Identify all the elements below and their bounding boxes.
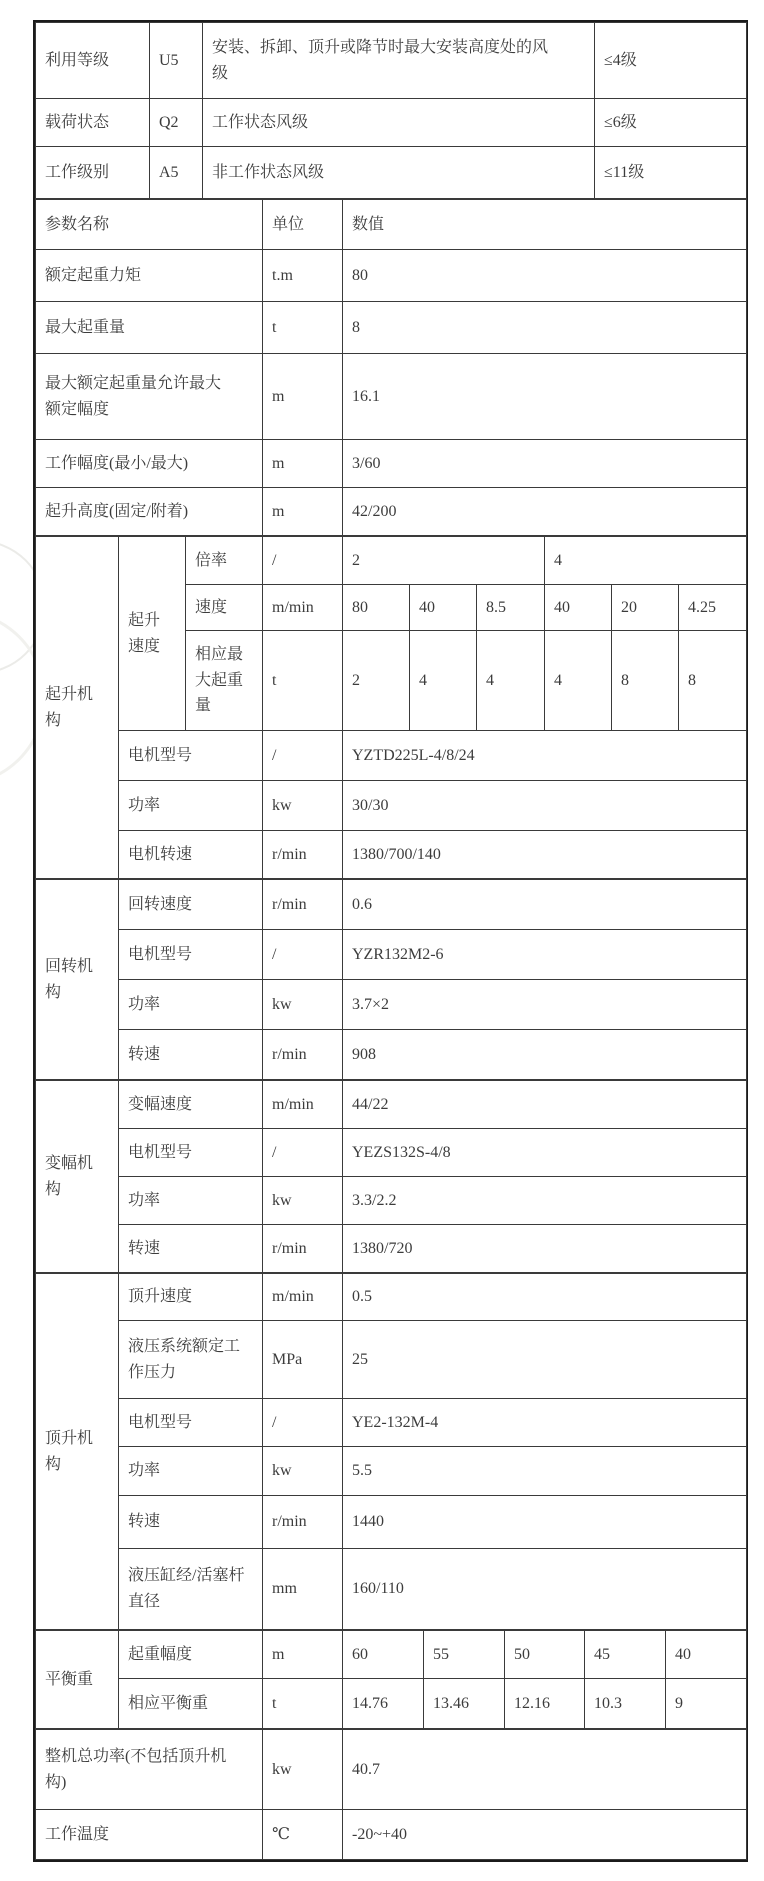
counterweight-radius-value-cell: 45 [585,1631,666,1679]
param-name-cell: 最大起重量 [36,302,263,354]
luffing-value-cell: 3.3/2.2 [343,1177,747,1225]
jacking-unit-cell: m/min [263,1274,343,1321]
hoist-row [36,831,747,879]
slewing-row [36,880,747,930]
jacking-unit-cell: MPa [263,1321,343,1399]
jacking-value-cell: 160/110 [343,1549,747,1630]
grade-limit-cell: ≤6级 [595,99,747,147]
grade-code-cell: Q2 [150,99,203,147]
params-table [35,199,747,536]
grade-code-cell: U5 [150,23,203,99]
totals-table [35,1729,747,1860]
hoist-speed-unit-cell: m/min [263,585,343,631]
luffing-row [36,1177,747,1225]
counterweight-radius-value-cell: 50 [505,1631,585,1679]
hoist-maxload-value-cell: 4 [477,631,545,731]
slewing-unit-cell: / [263,930,343,980]
slewing-unit-cell: r/min [263,1030,343,1080]
slewing-value-cell: 3.7×2 [343,980,747,1030]
hoist-row [36,731,747,781]
luffing-table [35,1080,747,1273]
hoist-speed-name-cell: 速度 [186,585,263,631]
hoist-table [35,536,747,879]
param-unit-cell: m [263,354,343,440]
hoist-maxload-value-cell: 4 [545,631,612,731]
hoist-ratio-row [36,537,747,585]
hoist-row [36,781,747,831]
slewing-row [36,980,747,1030]
counterweight-radius-value-cell: 60 [343,1631,424,1679]
jacking-row [36,1399,747,1447]
param-value-cell: 3/60 [343,440,747,488]
luffing-value-cell: 1380/720 [343,1225,747,1273]
jacking-name-cell: 液压缸经/活塞杆直径 [119,1549,263,1630]
counterweight-weight-name-cell: 相应平衡重 [119,1679,263,1729]
counterweight-weight-value-cell: 9 [666,1679,747,1729]
hoist-ratio-unit-cell: / [263,537,343,585]
params-header-row [36,200,747,250]
jacking-row [36,1447,747,1496]
jacking-section-cell: 顶升机构 [36,1274,119,1630]
grade-label-cell: 载荷状态 [36,99,150,147]
hoist-maxload-name-cell: 相应最大起重量 [186,631,263,731]
slewing-unit-cell: kw [263,980,343,1030]
luffing-row [36,1081,747,1129]
param-name-cell: 额定起重力矩 [36,250,263,302]
counterweight-radius-value-cell: 55 [424,1631,505,1679]
params-header-name: 参数名称 [36,200,263,250]
counterweight-radius-unit-cell: m [263,1631,343,1679]
counterweight-radius-name-cell: 起重幅度 [119,1631,263,1679]
counterweight-weight-unit-cell: t [263,1679,343,1729]
hoist-ratio-right-cell: 4 [545,537,747,585]
total-value-cell: 40.7 [343,1730,747,1810]
jacking-row [36,1321,747,1399]
hoist-ratio-name-cell: 倍率 [186,537,263,585]
param-unit-cell: m [263,488,343,536]
luffing-name-cell: 变幅速度 [119,1081,263,1129]
counterweight-radius-row [36,1631,747,1679]
param-row [36,250,747,302]
counterweight-weight-value-cell: 13.46 [424,1679,505,1729]
luffing-unit-cell: r/min [263,1225,343,1273]
counterweight-weight-value-cell: 12.16 [505,1679,585,1729]
counterweight-weight-row [36,1679,747,1729]
param-row [36,440,747,488]
hoist-maxload-unit-cell: t [263,631,343,731]
slewing-value-cell: 908 [343,1030,747,1080]
hoist-speed-value-cell: 4.25 [679,585,747,631]
jacking-row [36,1274,747,1321]
hoist-unit-cell: / [263,731,343,781]
slewing-row [36,1030,747,1080]
grade-code-cell: A5 [150,147,203,199]
param-name-cell: 工作幅度(最小/最大) [36,440,263,488]
spec-table [33,20,748,1862]
slewing-row [36,930,747,980]
counterweight-section-cell: 平衡重 [36,1631,119,1729]
slewing-name-cell: 功率 [119,980,263,1030]
counterweight-weight-value-cell: 10.3 [585,1679,666,1729]
counterweight-weight-value-cell: 14.76 [343,1679,424,1729]
luffing-name-cell: 电机型号 [119,1129,263,1177]
slewing-value-cell: 0.6 [343,880,747,930]
jacking-name-cell: 液压系统额定工作压力 [119,1321,263,1399]
param-row [36,488,747,536]
hoist-speed-value-cell: 80 [343,585,410,631]
counterweight-radius-value-cell: 40 [666,1631,747,1679]
jacking-name-cell: 转速 [119,1496,263,1549]
hoist-maxload-value-cell: 8 [679,631,747,731]
jacking-unit-cell: kw [263,1447,343,1496]
jacking-unit-cell: mm [263,1549,343,1630]
total-name-cell: 工作温度 [36,1810,263,1860]
hoist-speed-group-cell: 起升速度 [119,537,186,731]
luffing-row [36,1225,747,1273]
jacking-unit-cell: / [263,1399,343,1447]
hoist-speed-value-cell: 20 [612,585,679,631]
jacking-value-cell: 0.5 [343,1274,747,1321]
param-row [36,354,747,440]
hoist-value-cell: 1380/700/140 [343,831,747,879]
param-name-cell: 起升高度(固定/附着) [36,488,263,536]
grade-desc-cell: 工作状态风级 [203,99,595,147]
param-unit-cell: m [263,440,343,488]
grade-row [36,23,747,99]
slewing-name-cell: 回转速度 [119,880,263,930]
param-row [36,302,747,354]
counterweight-table [35,1630,747,1729]
slewing-table [35,879,747,1080]
param-name-cell: 最大额定起重量允许最大额定幅度 [36,354,263,440]
jacking-value-cell: YE2-132M-4 [343,1399,747,1447]
grade-row [36,147,747,199]
grade-desc-cell: 非工作状态风级 [203,147,595,199]
grade-limit-cell: ≤4级 [595,23,747,99]
hoist-section-cell: 起升机构 [36,537,119,879]
jacking-name-cell: 顶升速度 [119,1274,263,1321]
hoist-unit-cell: kw [263,781,343,831]
param-value-cell: 8 [343,302,747,354]
param-unit-cell: t.m [263,250,343,302]
hoist-speed-value-cell: 8.5 [477,585,545,631]
total-row [36,1810,747,1860]
param-unit-cell: t [263,302,343,354]
slewing-unit-cell: r/min [263,880,343,930]
jacking-name-cell: 功率 [119,1447,263,1496]
param-value-cell: 80 [343,250,747,302]
grade-label-cell: 利用等级 [36,23,150,99]
slewing-name-cell: 转速 [119,1030,263,1080]
hoist-value-cell: 30/30 [343,781,747,831]
luffing-name-cell: 转速 [119,1225,263,1273]
jacking-value-cell: 25 [343,1321,747,1399]
luffing-unit-cell: kw [263,1177,343,1225]
luffing-row [36,1129,747,1177]
luffing-value-cell: YEZS132S-4/8 [343,1129,747,1177]
slewing-name-cell: 电机型号 [119,930,263,980]
jacking-value-cell: 5.5 [343,1447,747,1496]
hoist-name-cell: 电机型号 [119,731,263,781]
grades-table [35,22,747,199]
slewing-value-cell: YZR132M2-6 [343,930,747,980]
total-unit-cell: kw [263,1730,343,1810]
jacking-table [35,1273,747,1630]
total-unit-cell: ℃ [263,1810,343,1860]
slewing-section-cell: 回转机构 [36,880,119,1080]
jacking-unit-cell: r/min [263,1496,343,1549]
total-value-cell: -20~+40 [343,1810,747,1860]
hoist-speed-value-cell: 40 [545,585,612,631]
total-row [36,1730,747,1810]
hoist-name-cell: 电机转速 [119,831,263,879]
hoist-speed-value-cell: 40 [410,585,477,631]
jacking-name-cell: 电机型号 [119,1399,263,1447]
hoist-maxload-value-cell: 8 [612,631,679,731]
luffing-unit-cell: m/min [263,1081,343,1129]
grade-row [36,99,747,147]
hoist-value-cell: YZTD225L-4/8/24 [343,731,747,781]
param-value-cell: 16.1 [343,354,747,440]
params-header-unit: 单位 [263,200,343,250]
param-value-cell: 42/200 [343,488,747,536]
hoist-ratio-left-cell: 2 [343,537,545,585]
grade-desc-cell: 安装、拆卸、顶升或降节时最大安装高度处的风级 [203,23,595,99]
hoist-maxload-value-cell: 2 [343,631,410,731]
luffing-value-cell: 44/22 [343,1081,747,1129]
jacking-value-cell: 1440 [343,1496,747,1549]
luffing-name-cell: 功率 [119,1177,263,1225]
params-header-value: 数值 [343,200,747,250]
luffing-unit-cell: / [263,1129,343,1177]
hoist-maxload-value-cell: 4 [410,631,477,731]
luffing-section-cell: 变幅机构 [36,1081,119,1273]
grade-limit-cell: ≤11级 [595,147,747,199]
hoist-unit-cell: r/min [263,831,343,879]
total-name-cell: 整机总功率(不包括顶升机构) [36,1730,263,1810]
jacking-row [36,1549,747,1630]
grade-label-cell: 工作级别 [36,147,150,199]
jacking-row [36,1496,747,1549]
hoist-name-cell: 功率 [119,781,263,831]
